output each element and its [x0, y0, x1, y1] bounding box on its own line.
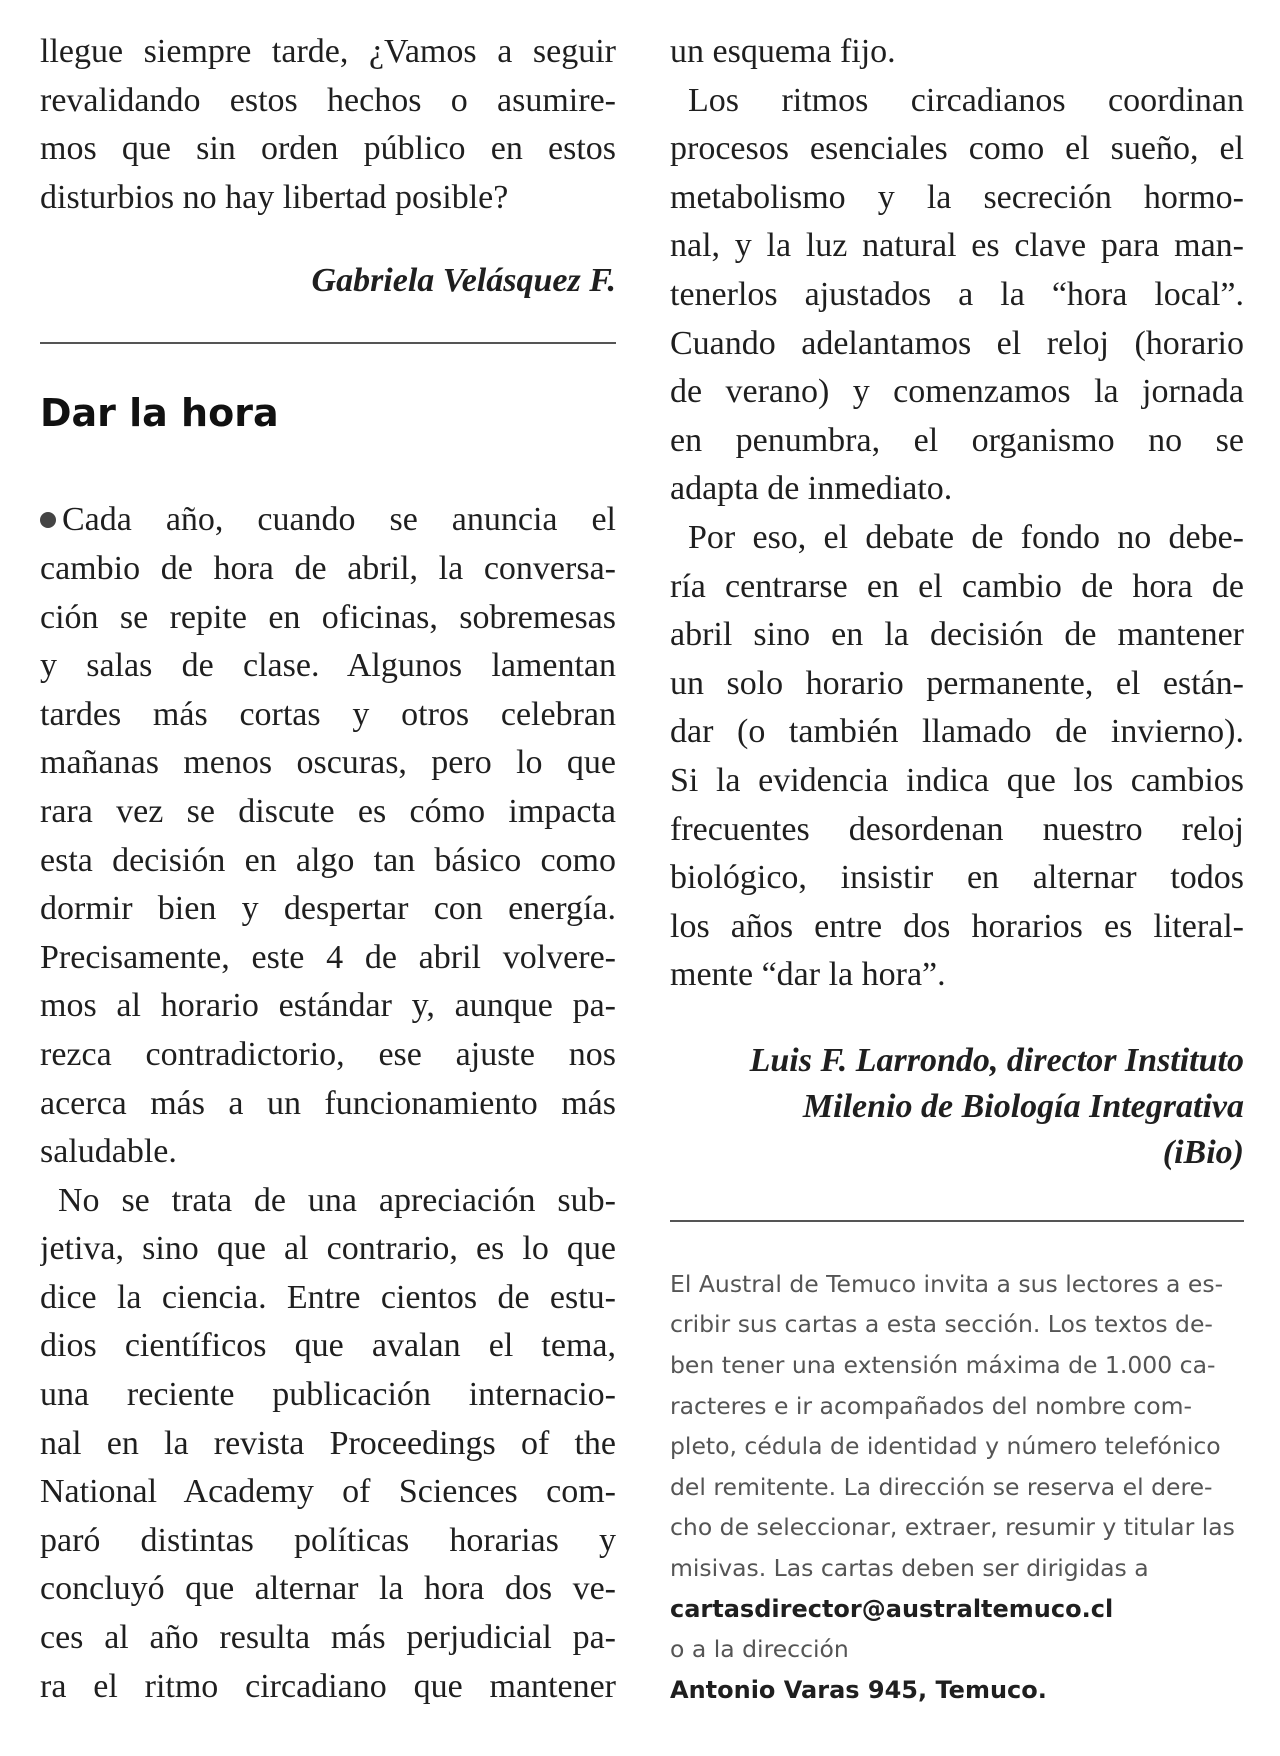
text-line: rezca contradictorio, ese ajuste nos: [40, 1035, 616, 1073]
text-line: Por eso, el debate de fondo no debe-: [688, 518, 1244, 556]
text-line: esta decisión en algo tan básico como: [40, 841, 616, 879]
article-continuation: [670, 0, 1244, 77]
article-paragraph-3: [670, 77, 1244, 514]
text-line: dice la ciencia. Entre cientos de estu-: [40, 1278, 616, 1316]
article-paragraph-4: [670, 514, 1244, 1000]
text-line: disturbios no hay libertad posible?: [40, 178, 509, 216]
text-line: metabolismo y la secreción hormo-: [670, 178, 1244, 216]
notice-address: Antonio Varas 945, Temuco.: [670, 1675, 1047, 1704]
notice-line: misivas. Las cartas deben ser dirigidas a: [670, 1554, 1149, 1583]
text-line: y salas de clase. Algunos lamentan: [40, 647, 616, 685]
previous-letter-signature: Gabriela Velásquez F.: [311, 262, 616, 300]
text-line: mos al horario estándar y, aunque pa-: [40, 987, 616, 1025]
notice-line: del remitente. La dirección se reserva el dere-: [670, 1472, 1213, 1501]
text-line: los años entre dos horarios es literal-: [670, 907, 1244, 945]
text-line: dios científicos que avalan el tema,: [40, 1327, 616, 1365]
text-line: Cuando adelantamos el reloj (horario: [670, 324, 1244, 362]
text-line: nal, y la luz natural es clave para man-: [670, 227, 1244, 265]
notice-line: ben tener una extensión máxima de 1.000 ca-: [670, 1351, 1216, 1380]
text-line: No se trata de una apreciación sub-: [58, 1181, 616, 1219]
article-paragraph-1: [40, 496, 616, 1176]
text-line: en penumbra, el organismo no se: [670, 421, 1244, 459]
text-line: llegue siempre tarde, ¿Vamos a seguir: [40, 33, 616, 70]
text-line: National Academy of Sciences com-: [40, 1473, 616, 1511]
signature-line: (iBio): [1162, 1133, 1244, 1171]
text-line: cambio de hora de abril, la conversa-: [40, 549, 616, 587]
text-line: Los ritmos circadianos coordinan: [688, 81, 1244, 119]
previous-letter-ending: [40, 0, 616, 222]
notice-line: o a la dirección: [670, 1635, 849, 1664]
section-divider: [40, 342, 616, 344]
text-line: ción se repite en oficinas, sobremesas: [40, 598, 616, 636]
notice-line: racteres e ir acompañados del nombre com-: [670, 1391, 1192, 1420]
text-line: de verano) y comenzamos la jornada: [670, 373, 1244, 411]
article-signature: [670, 1038, 1244, 1176]
text-line: mente “dar la hora”.: [670, 956, 946, 994]
right-column: [670, 0, 1244, 1710]
notice-line: El Austral de Temuco invita a sus lectores a es-: [670, 1269, 1224, 1298]
text-line: dar (o también llamado de invierno).: [670, 713, 1244, 751]
text-line: acerca más a un funcionamiento más: [40, 1084, 616, 1122]
notice-email: cartasdirector@australtemuco.cl: [670, 1594, 1114, 1623]
text-line: jetiva, sino que al contrario, es lo que: [40, 1230, 616, 1268]
text-line: ría centrarse en el cambio de hora de: [670, 567, 1244, 605]
bullet-icon: [40, 512, 56, 528]
submission-notice: [670, 1264, 1244, 1711]
text-line: mañanas menos oscuras, pero lo que: [40, 744, 616, 782]
text-line: frecuentes desordenan nuestro reloj: [670, 810, 1244, 848]
text-line: Cada año, cuando se anuncia el: [40, 496, 616, 545]
notice-line: pleto, cédula de identidad y número telefónico: [670, 1432, 1221, 1461]
text-line: dormir bien y despertar con energía.: [40, 890, 616, 928]
signature-line: Milenio de Biología Integrativa: [802, 1087, 1244, 1125]
article-paragraph-2: [40, 1177, 616, 1712]
text-line: saludable.: [40, 1133, 177, 1171]
text-line: Si la evidencia indica que los cambios: [670, 761, 1244, 799]
text-line: ra el ritmo circadiano que mantener: [40, 1667, 616, 1705]
text-line: abril sino en la decisión de mantener: [670, 616, 1244, 654]
text-line: rara vez se discute es cómo impacta: [40, 792, 616, 830]
text-line: mos que sin orden público en estos: [40, 130, 616, 168]
text-line: nal en la revista Proceedings of the: [40, 1424, 616, 1462]
text-line: un esquema fijo.: [670, 33, 896, 70]
notice-line: cho de seleccionar, extraer, resumir y titular las: [670, 1513, 1235, 1542]
text-line: tenerlos ajustados a la “hora local”.: [670, 275, 1244, 313]
text-line: revalidando estos hechos o asumire-: [40, 81, 616, 119]
signature-line: Luis F. Larrondo, director Instituto: [749, 1041, 1244, 1079]
text-line: biológico, insistir en alternar todos: [670, 859, 1244, 897]
text-line: ces al año resulta más perjudicial pa-: [40, 1619, 616, 1657]
text-line: Precisamente, este 4 de abril volvere-: [40, 938, 616, 976]
text-line: tardes más cortas y otros celebran: [40, 695, 616, 733]
left-column: [40, 0, 616, 1711]
text-line: adapta de inmediato.: [670, 470, 953, 508]
text-line: paró distintas políticas horarias y: [40, 1521, 616, 1559]
text-line: un solo horario permanente, el están-: [670, 664, 1244, 702]
section-divider: [670, 1220, 1244, 1222]
text-line: concluyó que alternar la hora dos ve-: [40, 1570, 616, 1608]
text-line: procesos esenciales como el sueño, el: [670, 130, 1244, 168]
notice-line: cribir sus cartas a esta sección. Los textos de-: [670, 1310, 1213, 1339]
article-title: Dar la hora: [40, 391, 279, 436]
text-line: una reciente publicación internacio-: [40, 1376, 616, 1414]
